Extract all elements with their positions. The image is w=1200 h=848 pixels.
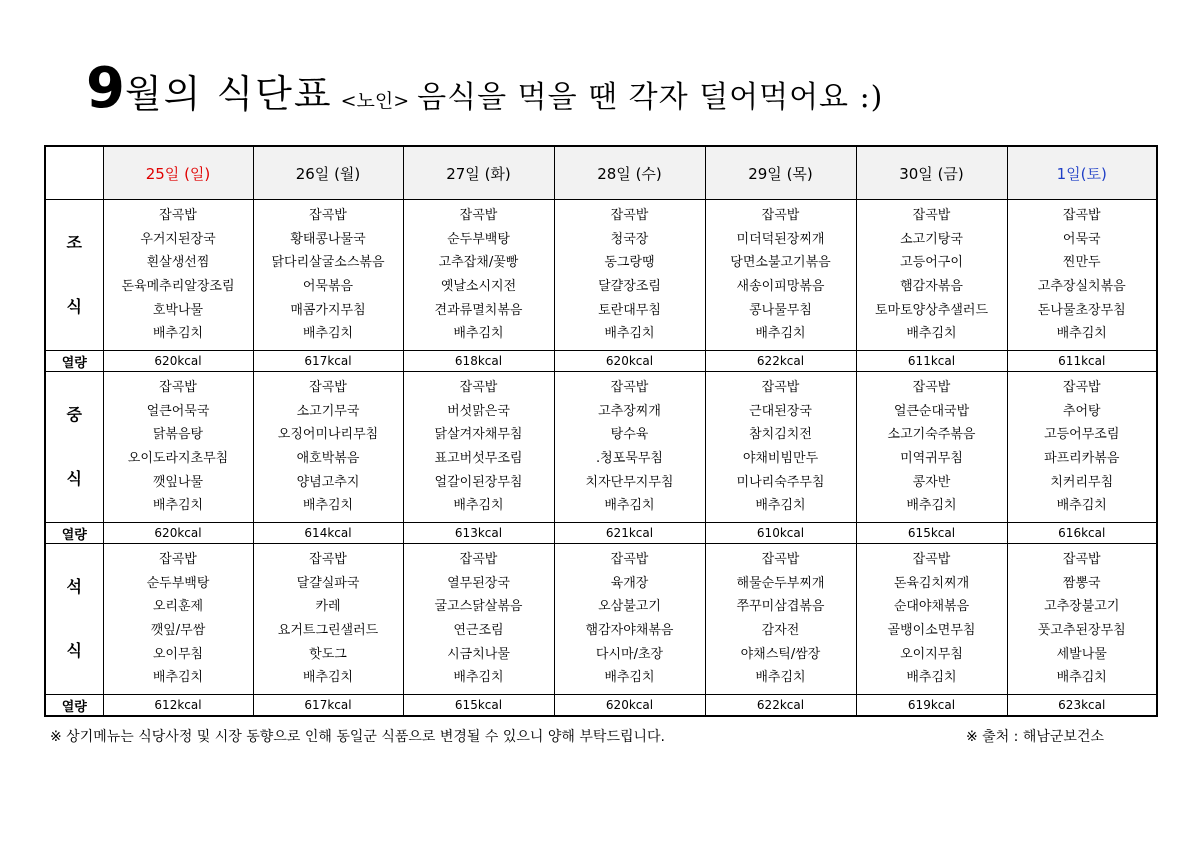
menu-cell bbox=[705, 544, 856, 695]
dish-item: 닭살겨자채무침 bbox=[434, 427, 523, 443]
menu-cell bbox=[403, 200, 554, 351]
dish-item: 배추김치 bbox=[1056, 670, 1107, 686]
dish-item: 오이도라지초무침 bbox=[127, 451, 229, 466]
menu-cell bbox=[103, 200, 253, 351]
day-header: 26일 (월) bbox=[253, 146, 403, 200]
dish-item: .청포묵무침 bbox=[596, 451, 663, 466]
dish-item: 굴고스닭살볶음 bbox=[434, 599, 523, 615]
dish-item: 잡곡밥 bbox=[610, 208, 649, 224]
dish-item: 얼갈이된장무침 bbox=[434, 474, 523, 490]
dish-item: 감자전 bbox=[761, 623, 800, 638]
kcal-label: 열량 bbox=[45, 351, 103, 372]
dish-item: 미나리숙주무침 bbox=[736, 474, 825, 490]
dish-item: 추어탕 bbox=[1062, 403, 1101, 419]
footer-note: ※ 상기메뉴는 식당사정 및 시장 동향으로 인해 동일군 식품으로 변경될 수 있으니 양해 부탁드립니다. bbox=[50, 729, 665, 745]
dish-item: 배추김치 bbox=[604, 498, 655, 514]
dish-item: 깻잎/무쌈 bbox=[150, 623, 206, 638]
dish-item: 배추김치 bbox=[302, 498, 354, 514]
dish-item: 어묵볶음 bbox=[302, 279, 354, 294]
kcal-value: 620kcal bbox=[103, 351, 253, 372]
dish-item: 열무된장국 bbox=[447, 575, 510, 591]
dish-item: 치자단무지무침 bbox=[585, 474, 674, 490]
dish-item: 배추김치 bbox=[453, 498, 504, 514]
dish-list bbox=[555, 548, 705, 690]
dish-item: 황태콩나물국 bbox=[290, 231, 366, 247]
dish-list bbox=[706, 376, 856, 518]
meal-row bbox=[45, 200, 1157, 351]
dish-item: 세발나물 bbox=[1056, 646, 1107, 662]
dish-item: 배추김치 bbox=[453, 326, 504, 342]
dish-item: 고등어구이 bbox=[900, 255, 963, 271]
dish-item: 치커리무침 bbox=[1050, 474, 1114, 490]
dish-item: 잡곡밥 bbox=[912, 208, 951, 224]
dish-item: 배추김치 bbox=[906, 326, 957, 342]
kcal-value: 620kcal bbox=[554, 351, 705, 372]
dish-item: 잡곡밥 bbox=[309, 208, 347, 224]
kcal-row bbox=[45, 351, 1157, 372]
dish-item: 잡곡밥 bbox=[1062, 552, 1101, 568]
dish-item: 애호박볶음 bbox=[296, 451, 360, 466]
dish-item: 콩나물무침 bbox=[749, 302, 812, 318]
menu-cell bbox=[705, 372, 856, 523]
kcal-value: 616kcal bbox=[1007, 523, 1157, 544]
dish-list bbox=[1008, 548, 1157, 690]
dish-list bbox=[555, 204, 705, 346]
menu-cell bbox=[103, 372, 253, 523]
dish-item: 잡곡밥 bbox=[159, 208, 197, 224]
dish-item: 배추김치 bbox=[1056, 498, 1107, 514]
dish-item: 호박나물 bbox=[152, 302, 204, 318]
dish-item: 배추김치 bbox=[1056, 326, 1107, 342]
dish-item: 배추김치 bbox=[604, 670, 655, 686]
header-row bbox=[45, 146, 1157, 200]
dish-item: 표고버섯무조림 bbox=[434, 451, 523, 466]
dish-item: 파프리카볶음 bbox=[1044, 451, 1120, 466]
dish-item: 고추장실치볶음 bbox=[1037, 279, 1126, 294]
dish-item: 야채비빔만두 bbox=[742, 451, 819, 466]
dish-item: 오삼불고기 bbox=[598, 599, 661, 615]
dish-list bbox=[404, 548, 554, 690]
dish-list bbox=[404, 376, 554, 518]
meal-label-char: 식 bbox=[66, 469, 82, 488]
dish-item: 풋고추된장무침 bbox=[1037, 623, 1126, 638]
menu-cell bbox=[403, 372, 554, 523]
day-header: 27일 (화) bbox=[403, 146, 554, 200]
kcal-value: 620kcal bbox=[103, 523, 253, 544]
dish-item: 잡곡밥 bbox=[159, 380, 197, 396]
day-header: 30일 (금) bbox=[856, 146, 1007, 200]
meal-row bbox=[45, 544, 1157, 695]
dish-item: 탕수육 bbox=[610, 427, 649, 443]
dish-item: 잡곡밥 bbox=[159, 552, 197, 568]
dish-item: 소고기숙주볶음 bbox=[887, 427, 976, 443]
dish-item: 닭볶음탕 bbox=[152, 427, 204, 443]
kcal-value: 622kcal bbox=[705, 351, 856, 372]
dish-item: 얼큰순대국밥 bbox=[893, 403, 970, 419]
menu-cell bbox=[403, 544, 554, 695]
kcal-value: 614kcal bbox=[253, 523, 403, 544]
menu-cell bbox=[1007, 544, 1157, 695]
dish-item: 잡곡밥 bbox=[309, 552, 347, 568]
menu-table bbox=[44, 145, 1158, 717]
dish-item: 오리훈제 bbox=[152, 599, 204, 615]
dish-item: 돈육김치찌개 bbox=[893, 575, 970, 591]
menu-cell bbox=[103, 544, 253, 695]
dish-item: 배추김치 bbox=[152, 670, 204, 686]
dish-list bbox=[857, 376, 1007, 518]
dish-item: 고추잡채/꽃빵 bbox=[438, 255, 519, 271]
dish-item: 어묵국 bbox=[1062, 231, 1101, 247]
header-corner bbox=[45, 146, 103, 200]
dish-item: 돈나물초장무침 bbox=[1037, 302, 1126, 318]
dish-list bbox=[706, 548, 856, 690]
dish-item: 우거지된장국 bbox=[140, 231, 216, 247]
title-main: 월의 식단표 bbox=[124, 72, 333, 116]
dish-item: 잡곡밥 bbox=[761, 380, 800, 396]
dish-item: 깻잎나물 bbox=[152, 474, 204, 490]
dish-list bbox=[104, 376, 253, 518]
kcal-value: 621kcal bbox=[554, 523, 705, 544]
dish-list bbox=[254, 204, 403, 346]
kcal-value: 617kcal bbox=[253, 695, 403, 717]
dish-item: 핫도그 bbox=[309, 646, 347, 662]
dish-list bbox=[254, 376, 403, 518]
kcal-value: 619kcal bbox=[856, 695, 1007, 717]
meal-row bbox=[45, 372, 1157, 523]
page-title bbox=[86, 56, 883, 136]
menu-cell bbox=[253, 372, 403, 523]
kcal-value: 613kcal bbox=[403, 523, 554, 544]
dish-item: 잡곡밥 bbox=[1062, 380, 1101, 396]
dish-item: 매콤가지무침 bbox=[290, 302, 366, 318]
dish-item: 잡곡밥 bbox=[1062, 208, 1101, 224]
kcal-value: 611kcal bbox=[856, 351, 1007, 372]
dish-item: 쭈꾸미삼겹볶음 bbox=[736, 599, 825, 615]
dish-item: 배추김치 bbox=[906, 670, 957, 686]
dish-item: 당면소불고기볶음 bbox=[730, 255, 831, 271]
dish-item: 잡곡밥 bbox=[761, 552, 800, 568]
menu-cell bbox=[856, 372, 1007, 523]
dish-item: 얼큰어묵국 bbox=[146, 403, 210, 419]
dish-item: 잡곡밥 bbox=[761, 208, 800, 224]
dish-item: 콩자반 bbox=[912, 474, 951, 490]
dish-list bbox=[404, 204, 554, 346]
dish-item: 달걀실파국 bbox=[296, 575, 360, 591]
dish-item: 배추김치 bbox=[604, 326, 655, 342]
day-header: 29일 (목) bbox=[705, 146, 856, 200]
dish-item: 흰살생선찜 bbox=[146, 255, 210, 271]
dish-item: 카레 bbox=[315, 599, 341, 615]
title-sub: <노인> bbox=[340, 90, 410, 112]
dish-item: 고등어무조림 bbox=[1044, 427, 1120, 443]
dish-item: 잡곡밥 bbox=[459, 552, 498, 568]
dish-item: 짬뽕국 bbox=[1062, 575, 1101, 591]
dish-item: 순두부백탕 bbox=[146, 575, 210, 591]
kcal-value: 618kcal bbox=[403, 351, 554, 372]
menu-cell bbox=[856, 200, 1007, 351]
kcal-value: 622kcal bbox=[705, 695, 856, 717]
dish-list bbox=[1008, 376, 1157, 518]
dish-item: 닭다리살굴소스볶음 bbox=[271, 255, 385, 271]
dish-item: 잡곡밥 bbox=[912, 552, 951, 568]
menu-cell bbox=[1007, 372, 1157, 523]
dish-item: 토란대무침 bbox=[598, 302, 661, 318]
kcal-value: 610kcal bbox=[705, 523, 856, 544]
kcal-label: 열량 bbox=[45, 695, 103, 717]
dish-item: 잡곡밥 bbox=[309, 380, 347, 396]
kcal-value: 612kcal bbox=[103, 695, 253, 717]
meal-label-char: 식 bbox=[66, 641, 82, 660]
dish-list bbox=[706, 204, 856, 346]
dish-item: 잡곡밥 bbox=[912, 380, 951, 396]
dish-item: 오이무침 bbox=[152, 646, 204, 662]
dish-list bbox=[254, 548, 403, 690]
dish-list bbox=[555, 376, 705, 518]
dish-item: 미더덕된장찌개 bbox=[736, 231, 825, 247]
dish-item: 배추김치 bbox=[152, 326, 204, 342]
dish-item: 찐만두 bbox=[1062, 255, 1101, 271]
dish-item: 배추김치 bbox=[152, 498, 204, 514]
dish-item: 동그랑땡 bbox=[604, 255, 655, 271]
dish-item: 순대야채볶음 bbox=[893, 599, 970, 615]
kcal-row bbox=[45, 695, 1157, 717]
menu-cell bbox=[1007, 200, 1157, 351]
kcal-row bbox=[45, 523, 1157, 544]
menu-cell bbox=[253, 544, 403, 695]
day-header: 1일(토) bbox=[1007, 146, 1157, 200]
dish-item: 잡곡밥 bbox=[610, 552, 649, 568]
dish-item: 배추김치 bbox=[302, 670, 354, 686]
dish-item: 해물순두부찌개 bbox=[736, 575, 825, 591]
dish-item: 새송이피망볶음 bbox=[736, 279, 825, 294]
kcal-value: 611kcal bbox=[1007, 351, 1157, 372]
dish-item: 배추김치 bbox=[453, 670, 504, 686]
dish-item: 배추김치 bbox=[906, 498, 957, 514]
dish-item: 요거트그린샐러드 bbox=[277, 623, 379, 638]
dish-item: 다시마/초장 bbox=[595, 646, 664, 662]
dish-list bbox=[857, 204, 1007, 346]
meal-label-char: 석 bbox=[66, 577, 82, 596]
dish-item: 골뱅이소면무침 bbox=[887, 623, 976, 638]
dish-item: 옛날소시지전 bbox=[440, 279, 517, 294]
dish-item: 미역귀무침 bbox=[900, 451, 963, 466]
dish-item: 토마토양상추샐러드 bbox=[874, 302, 989, 318]
dish-list bbox=[104, 204, 253, 346]
dish-item: 햄감자야채볶음 bbox=[585, 623, 674, 638]
meal-label bbox=[45, 372, 103, 523]
dish-item: 버섯맑은국 bbox=[447, 403, 510, 419]
dish-item: 오이지무침 bbox=[900, 646, 963, 662]
dish-item: 소고기탕국 bbox=[900, 231, 963, 247]
kcal-value: 615kcal bbox=[856, 523, 1007, 544]
menu-cell bbox=[253, 200, 403, 351]
dish-item: 잡곡밥 bbox=[610, 380, 649, 396]
dish-item: 햄감자볶음 bbox=[900, 279, 963, 294]
menu-cell bbox=[554, 544, 705, 695]
title-message: 음식을 먹을 땐 각자 덜어먹어요 :) bbox=[417, 80, 884, 115]
dish-item: 근대된장국 bbox=[749, 403, 812, 419]
dish-item: 육개장 bbox=[610, 575, 649, 591]
dish-item: 배추김치 bbox=[755, 498, 806, 514]
meal-label-char: 조 bbox=[66, 233, 82, 252]
dish-item: 순두부백탕 bbox=[447, 231, 510, 247]
menu-cell bbox=[705, 200, 856, 351]
dish-item: 참치김치전 bbox=[749, 427, 812, 443]
dish-item: 달걀장조림 bbox=[598, 279, 661, 294]
menu-cell bbox=[856, 544, 1007, 695]
dish-item: 배추김치 bbox=[755, 670, 806, 686]
dish-item: 소고기무국 bbox=[296, 403, 360, 419]
menu-cell bbox=[554, 200, 705, 351]
dish-item: 배추김치 bbox=[755, 326, 806, 342]
dish-item: 오징어미나리무침 bbox=[277, 427, 379, 443]
dish-list bbox=[1008, 204, 1157, 346]
dish-item: 잡곡밥 bbox=[459, 380, 498, 396]
meal-label-char: 식 bbox=[66, 297, 82, 316]
dish-list bbox=[857, 548, 1007, 690]
meal-label bbox=[45, 544, 103, 695]
dish-item: 고추장불고기 bbox=[1044, 599, 1120, 615]
meal-label-char: 중 bbox=[66, 405, 82, 424]
kcal-value: 623kcal bbox=[1007, 695, 1157, 717]
dish-item: 돈육메추리알장조림 bbox=[121, 279, 235, 294]
dish-item: 청국장 bbox=[610, 231, 649, 247]
title-month-number: 9 bbox=[86, 56, 125, 121]
dish-item: 배추김치 bbox=[302, 326, 354, 342]
kcal-value: 615kcal bbox=[403, 695, 554, 717]
dish-item: 야채스틱/쌈장 bbox=[740, 646, 821, 662]
dish-item: 연근조림 bbox=[453, 623, 504, 638]
dish-item: 양념고추지 bbox=[296, 474, 360, 490]
dish-item: 고추장찌개 bbox=[598, 403, 661, 419]
dish-item: 시금치나물 bbox=[447, 646, 510, 662]
dish-item: 견과류멸치볶음 bbox=[434, 302, 523, 318]
dish-item: 잡곡밥 bbox=[459, 208, 498, 224]
kcal-value: 617kcal bbox=[253, 351, 403, 372]
kcal-label: 열량 bbox=[45, 523, 103, 544]
menu-cell bbox=[554, 372, 705, 523]
dish-list bbox=[104, 548, 253, 690]
day-header: 28일 (수) bbox=[554, 146, 705, 200]
footer-source: ※ 출처 : 해남군보건소 bbox=[966, 729, 1104, 745]
day-header: 25일 (일) bbox=[103, 146, 253, 200]
kcal-value: 620kcal bbox=[554, 695, 705, 717]
meal-label bbox=[45, 200, 103, 351]
